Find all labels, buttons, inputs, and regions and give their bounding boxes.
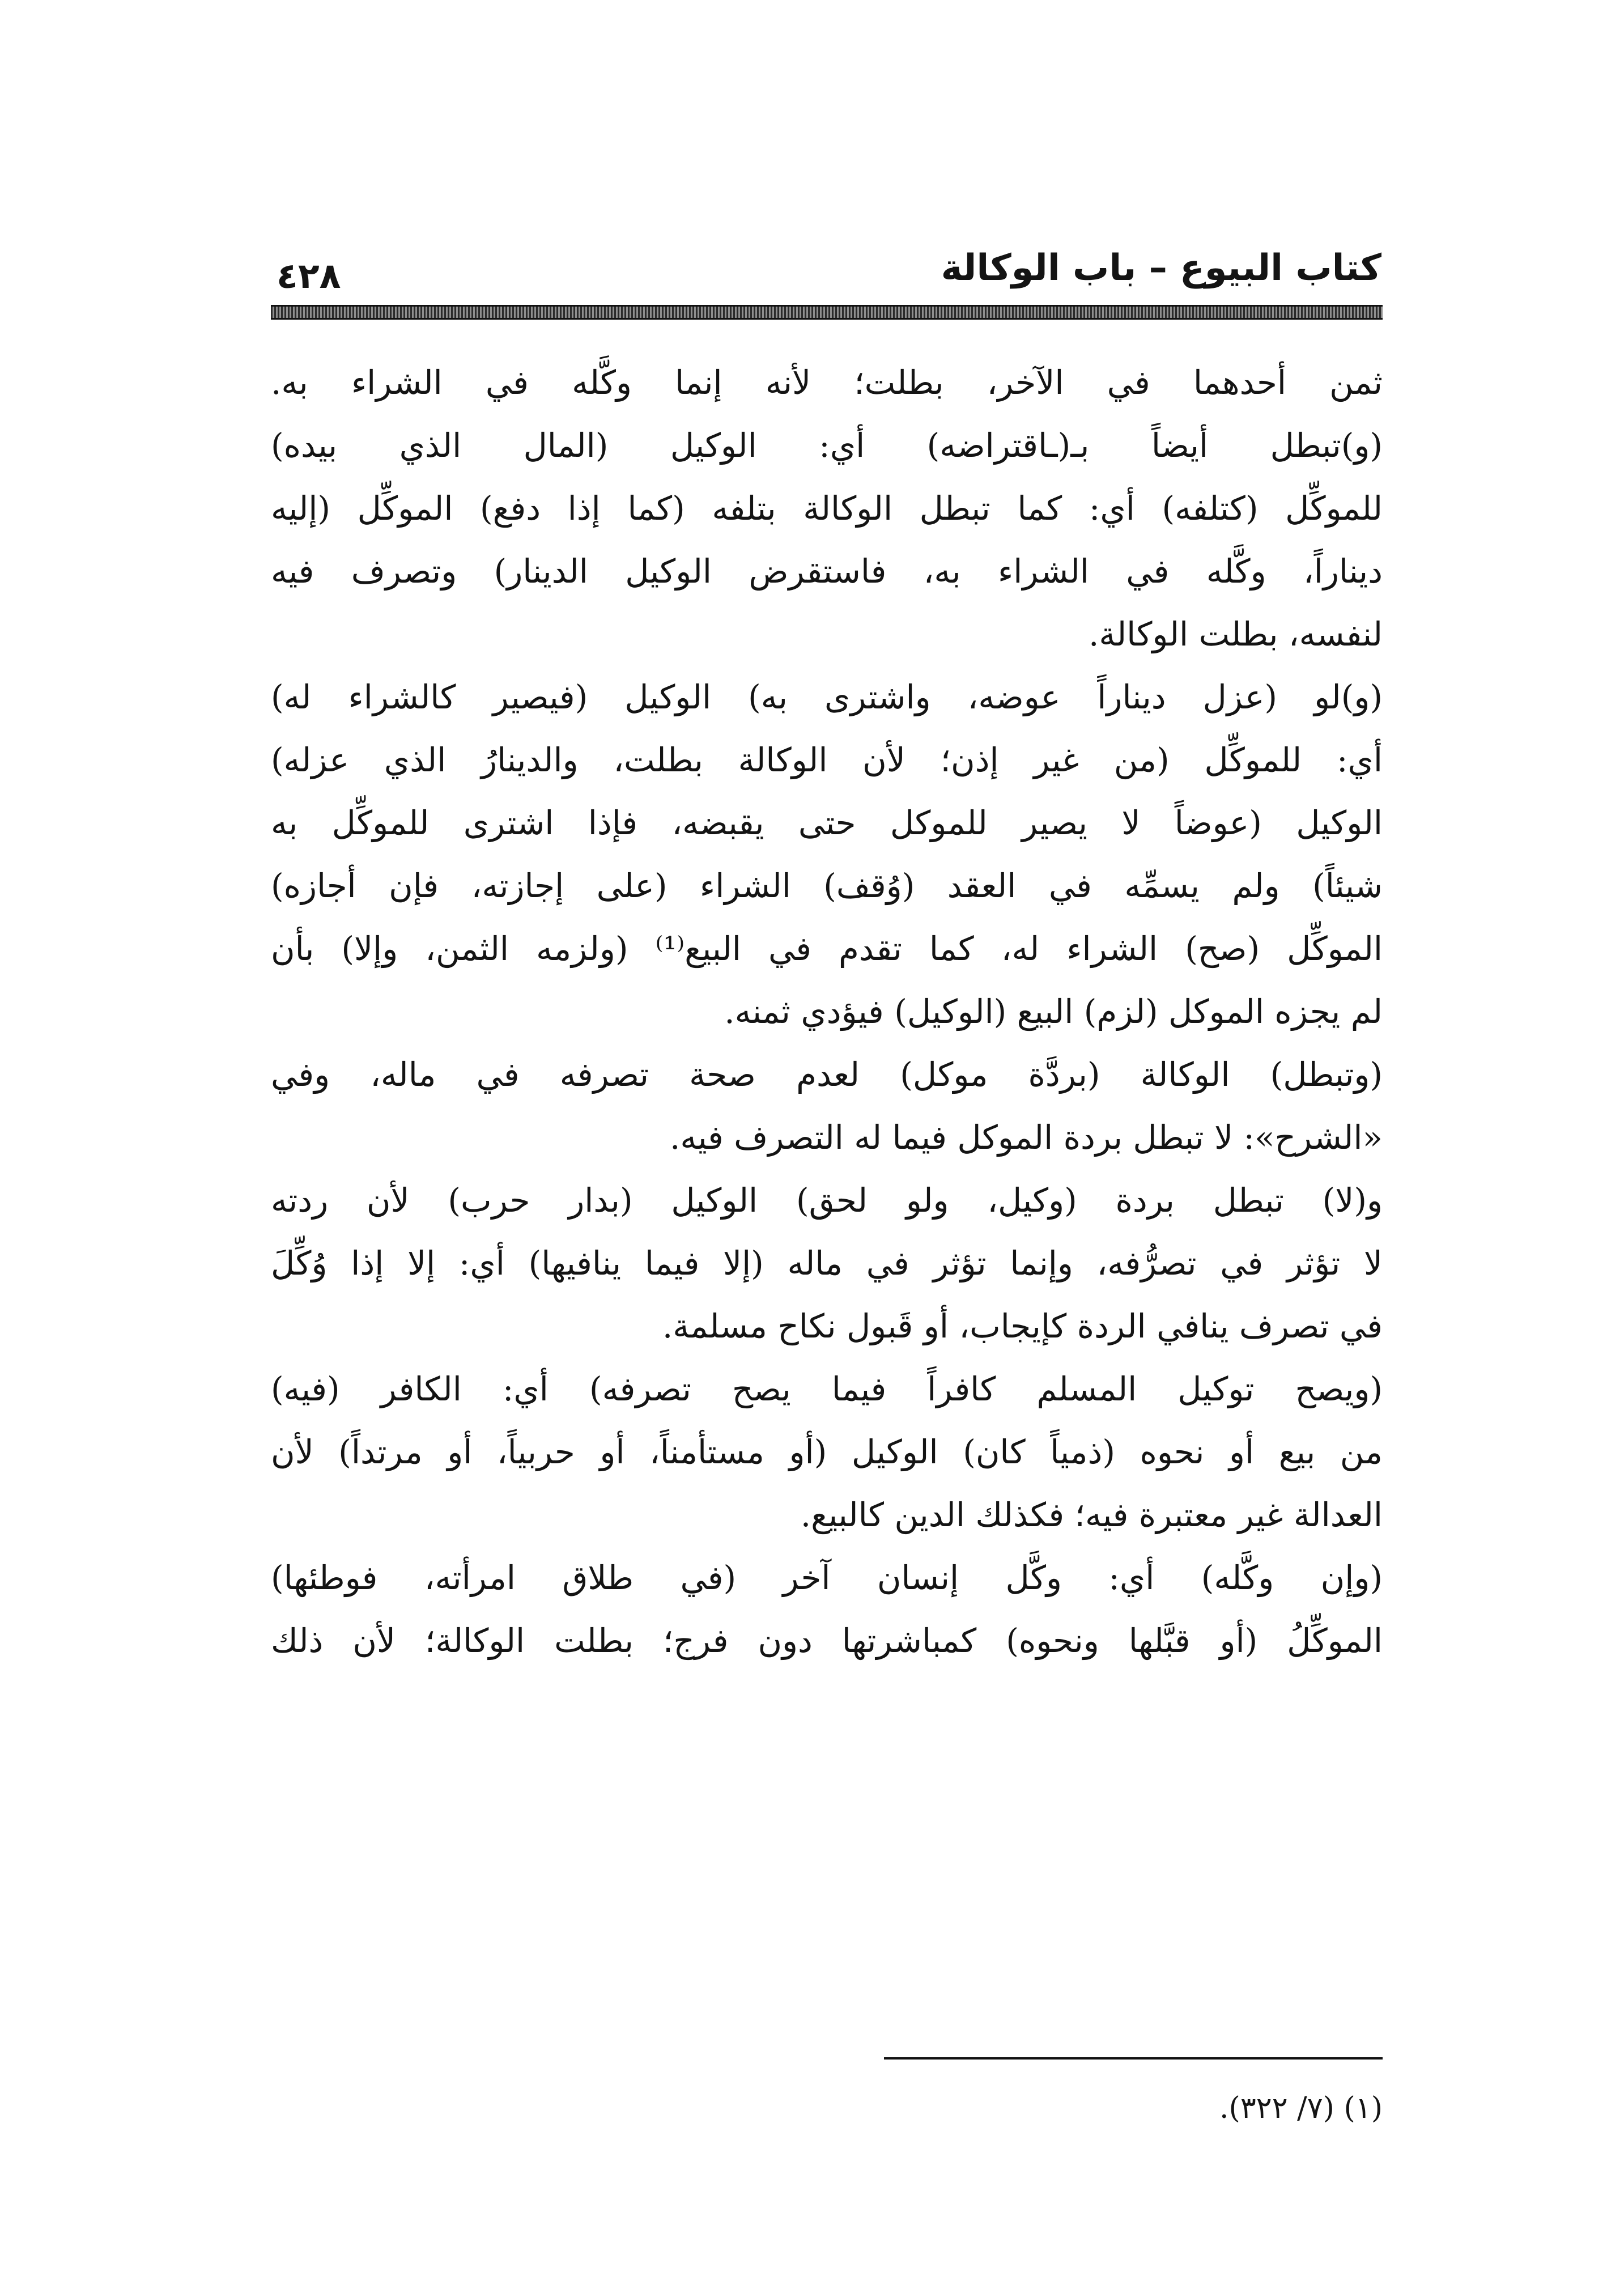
text-line: (وإن وكَّله) أي: وكَّل إنسان آخر (في طلاق امرأته، فوطئها) <box>271 1559 1383 1597</box>
text-line: و(لا) تبطل بردة (وكيل، ولو لحق) الوكيل (بدار حرب) لأن ردته <box>271 1181 1383 1220</box>
running-title: كتاب البيوع – باب الوكالة <box>941 247 1381 289</box>
footnote: (١) (٧/ ٣٢٢). <box>1219 2091 1383 2125</box>
text-line: من بيع أو نحوه (ذمياً كان) الوكيل (أو مستأمناً، أو حربياً، أو مرتداً) لأن <box>271 1433 1383 1471</box>
text-line: «الشرح»: لا تبطل بردة الموكل فيما له التصرف فيه. <box>669 1118 1383 1157</box>
text-line: (و)تبطل أيضاً بـ(ـاقتراضه) أي: الوكيل (المال الذي بيده) <box>271 426 1383 465</box>
page-header <box>277 243 1381 305</box>
page-number: ٤٢٨ <box>277 255 341 296</box>
text-line: (و)لو (عزل ديناراً عوضه، واشترى به) الوكيل (فيصير كالشراء له) <box>271 678 1383 716</box>
body-text <box>271 351 1383 1672</box>
footnote-divider <box>884 2057 1383 2060</box>
text-line: ديناراً، وكَّله في الشراء به، فاستقرض الوكيل الدينار) وتصرف فيه <box>271 552 1383 591</box>
text-line: لا تؤثر في تصرُّفه، وإنما تؤثر في ماله (إلا فيما ينافيها) أي: إلا إذا وُكِّلَ <box>271 1244 1383 1283</box>
text-line: الوكيل (عوضاً لا يصير للموكل حتى يقبضه، فإذا اشترى للموكِّل به <box>271 804 1383 842</box>
text-line: في تصرف ينافي الردة كإيجاب، أو قَبول نكاح مسلمة. <box>662 1307 1383 1345</box>
text-line: العدالة غير معتبرة فيه؛ فكذلك الدين كالبيع. <box>800 1496 1383 1534</box>
text-line: الموكِّل (صح) الشراء له، كما تقدم في البيع⁽¹⁾ (ولزمه الثمن، وإلا) بأن <box>271 929 1383 968</box>
text-line: ثمن أحدهما في الآخر، بطلت؛ لأنه إنما وكَّله في الشراء به. <box>271 363 1383 402</box>
text-line: شيئاً) ولم يسمِّه في العقد (وُقف) الشراء (على إجازته، فإن أجازه) <box>271 867 1383 905</box>
text-line: للموكِّل (كتلفه) أي: كما تبطل الوكالة بتلفه (كما إذا دفع) الموكِّل (إليه <box>271 489 1383 528</box>
text-line: (ويصح توكيل المسلم كافراً فيما يصح تصرفه) أي: الكافر (فيه) <box>271 1370 1383 1408</box>
text-line: لم يجزه الموكل (لزم) البيع (الوكيل) فيؤدي ثمنه. <box>724 992 1383 1031</box>
text-line: الموكِّلُ (أو قبَّلها ونحوه) كمباشرتها دون فرج؛ بطلت الوكالة؛ لأن ذلك <box>271 1621 1383 1660</box>
text-line: أي: للموكِّل (من غير إذن؛ لأن الوكالة بطلت، والدينارُ الذي عزله) <box>271 741 1383 779</box>
text-line: (وتبطل) الوكالة (بردَّة موكل) لعدم صحة تصرفه في ماله، وفي <box>271 1055 1383 1094</box>
header-divider <box>271 305 1383 320</box>
text-line: لنفسه، بطلت الوكالة. <box>1088 615 1383 653</box>
